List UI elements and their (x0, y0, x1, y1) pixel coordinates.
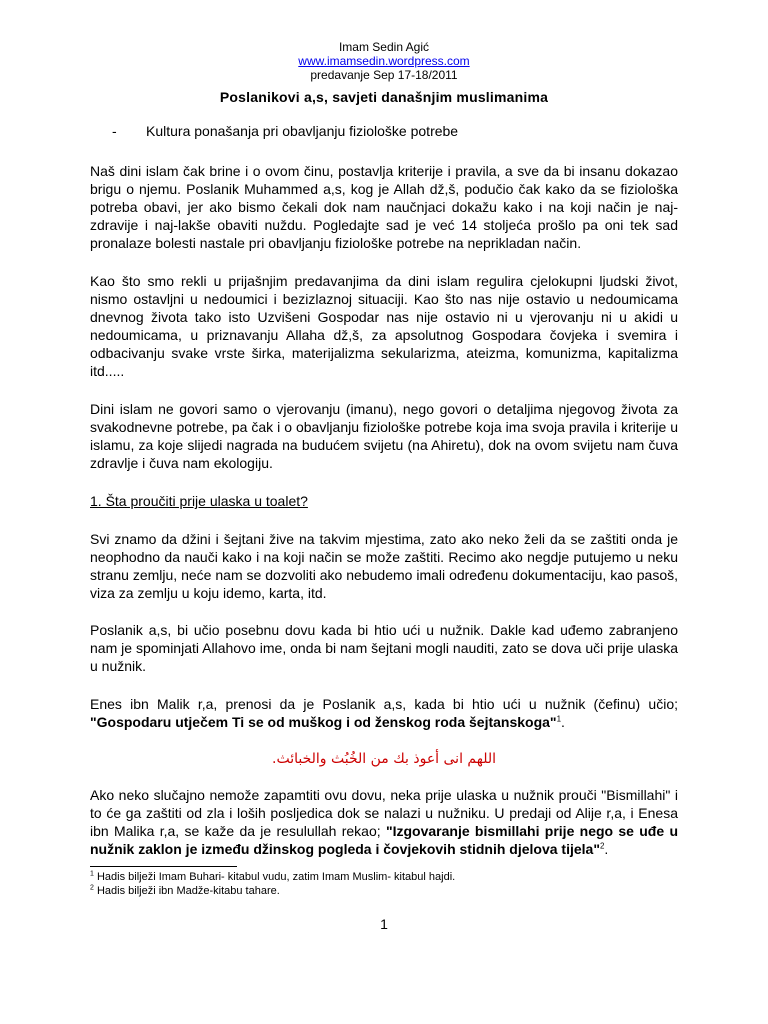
paragraph-5: Poslanik a,s, bi učio posebnu dovu kada bi htio ući u nužnik. Dakle kad uđemo zabranjeno nam je spominjati Allahovo ime, onda bi nam šejtani mogli nauditi, zato se dova uči prije ulaska u nužnik. (90, 622, 678, 674)
page-number: 1 (380, 916, 388, 932)
bullet-item (90, 122, 678, 140)
paragraph-7-end: . (604, 841, 609, 857)
bullet-dash: - (112, 123, 117, 139)
hadith-quote: "Izgovaranje bismillahi prije nego se uđe u nužnik zaklon je između džinskog pogleda i čovjekovih stidnih djelova tijela" (90, 823, 678, 857)
paragraph-6-end: . (561, 714, 565, 730)
section-heading: 1. Šta proučiti prije ulaska u toalet? (90, 493, 308, 509)
footnote-mark: 1 (90, 870, 94, 878)
paragraph-4: Svi znamo da džini i šejtani žive na takvim mjestima, zato ako neko želi da se zaštiti onda je neophodno da nauči kako i na koji način se može zaštiti. Recimo ako negdje putujemo u neku stranu zemlju, neće nam se dozvoliti ako nebudemo imali određenu dokumentaciju, kao pasoš, viza za zemlju u koju idemo, karta, itd. (90, 531, 678, 601)
document-page (90, 40, 678, 898)
website-link[interactable]: www.imamsedin.wordpress.com (298, 54, 470, 68)
footnote-1 (90, 871, 678, 884)
document-title: Poslanikovi a,s, savjeti današnjim muslimanima (219, 89, 549, 105)
paragraph-6-intro: Enes ibn Malik r,a, prenosi da je Poslanik a,s, kada bi htio ući u nužnik (čefinu) učio; (90, 696, 678, 712)
paragraph-2: Kao što smo rekli u prijašnjim predavanjima da dini islam regulira cjelokupni ljudski život, nismo ostavljni u nedoumici i bezizlaznoj situaciji. Kao što nas nije ostavio u nedoumicama dnevnog života tako isto Uzvišeni Gospodar nas nije ostavio ni u vjerovanju ni u akidi u nedoumicama, u priznavanju Allaha dž,š, za apsolutnog Gospodara čovjeka i svemira i odbacivanju svake vrste širka, materijalizma sekularizma, ateizma, komunizma, kapitalizma itd..... (90, 273, 678, 379)
footnote-ref-2[interactable]: 2 (599, 841, 605, 851)
paragraph-3: Dini islam ne govori samo o vjerovanju (imanu), nego govori o detaljima njegovog života za svakodnevne potrebe, pa čak i o obavljanju fiziološke potrebe koja ima svoja pravila i kriterije u islamu, za koje slijedi nagrada na budućem svijetu (na Ahiretu), dok na ovom svijetu nam čuva zdravlje i čuva nam ekologiju. (90, 401, 678, 471)
paragraph-7-intro: Ako neko slučajno nemože zapamtiti ovu dovu, neka prije ulaska u nužnik prouči "Bismillahi" i to će ga zaštiti od zla i loših posljedica dok se nalazi u nužniku. U predaji od Alije r,a, i Enesa ibn Malika r,a, se kaže da je resulullah rekao; (90, 787, 678, 839)
dua-translation: "Gospodaru utječem Ti se od muškog i od ženskog roda šejtanskoga" (90, 714, 557, 730)
author-name: Imam Sedin Agić (338, 40, 430, 54)
lecture-date: predavanje Sep 17-18/2011 (310, 68, 458, 82)
bullet-text: Kultura ponašanja pri obavljanju fiziološke potrebe (146, 123, 459, 139)
footnote-2 (90, 885, 678, 898)
arabic-dua: اللهم انى أعوذ بك من الخُبُث والخبائث. (272, 751, 496, 767)
footnote-divider (90, 866, 237, 867)
document-header (90, 40, 678, 82)
footnote-ref-1[interactable]: 1 (556, 714, 562, 724)
footnote-text: Hadis bilježi ibn Madže-kitabu tahare. (93, 885, 280, 897)
paragraph-6 (90, 695, 678, 731)
paragraph-1: Naš dini islam čak brine i o ovom činu, postavlja kriterije i pravila, a sve da bi insanu dokazao brigu o njemu. Poslanik Muhammed a,s, kog je Allah dž,š, podučio čak kako da se fiziološka potreba obavi, jer ako bismo čekali dok nam naučnjaci dokažu kako i na koji način je naj-zdravije i naj-lakše obaviti nuždu. Pogledajte sad je već 14 stoljeća prošlo pa oni tek sad pronalaze bolesti nastale pri obavljanju fiziološke potrebe na neprikladan način. (90, 163, 678, 251)
footnote-text: Hadis bilježi Imam Buhari- kitabul vudu, zatim Imam Muslim- kitabul hajdi. (93, 871, 456, 883)
footnote-mark: 2 (90, 884, 94, 892)
paragraph-7 (90, 786, 678, 858)
